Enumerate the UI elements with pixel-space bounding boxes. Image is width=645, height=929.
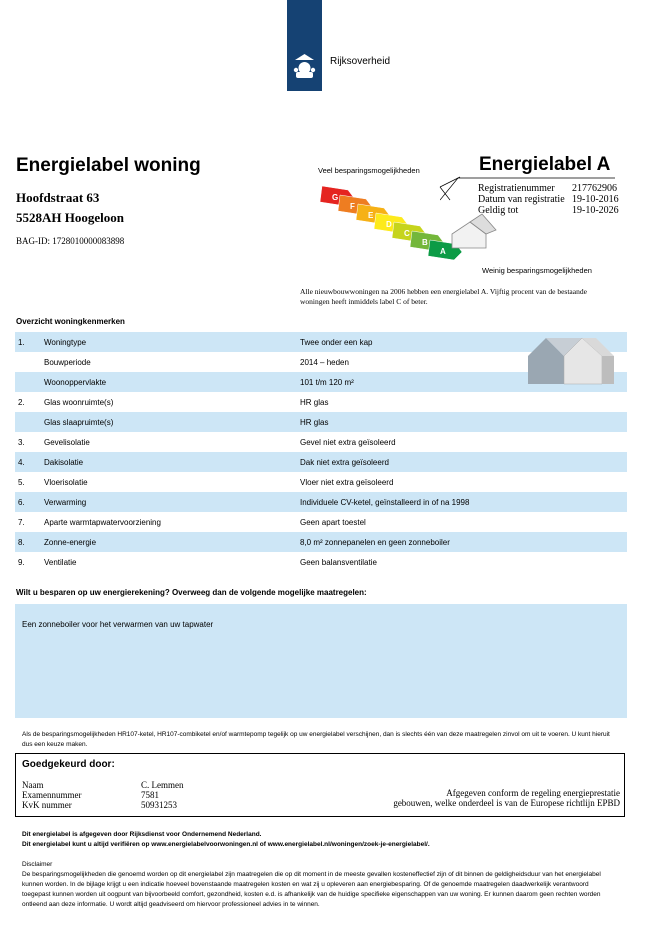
label-class-letter: G [332,193,339,202]
issued-by [22,830,430,850]
row-value: 2014 – heden [300,358,349,367]
row-value: 101 t/m 120 m² [300,378,354,387]
valid-until-value: 19-10-2026 [572,205,619,216]
bag-id: BAG-ID: 1728010000083898 [16,236,125,246]
row-number: 7. [18,518,25,527]
crest-icon [287,0,322,91]
table-row [15,432,627,452]
brand-name: Rijksoverheid [330,56,391,67]
label-class-letter: A [440,247,446,256]
name-label: Naam [22,780,44,790]
few-savings-label: Weinig besparingsmogelijkheden [482,266,592,275]
row-label: Ventilatie [44,558,77,567]
reg-number-value: 217762906 [572,183,617,194]
row-label: Woningtype [44,338,87,347]
row-number: 5. [18,478,25,487]
approved-title: Goedgekeurd door: [22,759,115,770]
row-number: 6. [18,498,25,507]
exam-value: 7581 [141,790,159,800]
label-title: Energielabel A [479,154,611,175]
table-row [15,552,627,572]
row-value: Individuele CV-ketel, geïnstalleerd in of na 1998 [300,498,470,507]
address-street: Hoofdstraat 63 [16,190,100,205]
table-row [15,472,627,492]
valid-until-label: Geldig tot [478,205,519,216]
table-row [15,452,627,472]
logo-bar [287,0,322,91]
table-row [15,392,627,412]
overview-title: Overzicht woningkenmerken [16,317,125,326]
row-number: 9. [18,558,25,567]
row-label: Vloerisolatie [44,478,88,487]
row-value: 8,0 m² zonnepanelen en geen zonneboiler [300,538,450,547]
row-value: Dak niet extra geïsoleerd [300,458,389,467]
advice-measure: Een zonneboiler voor het verwarmen van uw tapwater [22,620,214,629]
kvk-label: KvK nummer [22,800,72,810]
row-number: 2. [18,398,25,407]
name-value: C. Lemmen [141,780,184,790]
row-number: 3. [18,438,25,447]
row-number: 1. [18,338,25,347]
label-note: Alle nieuwbouwwoningen na 2006 hebben een energielabel A. Vijftig procent van de bestaande woningen heeft inmiddels label C of beter. [300,287,587,306]
exam-label: Examennummer [22,790,82,800]
row-value: HR glas [300,418,329,427]
label-class-letter: C [404,229,410,238]
savings-fineprint: Als de besparingsmogelijkheden HR107-ketel, HR107-combiketel en/of warmtepomp tegelijk op uw energielabel verschijnen, dan is slechts één van deze maatregelen zinvol om uit te voeren. U kunt hieruit dus een keuze maken. [22,731,610,748]
label-class-letter: D [386,220,392,229]
row-label: Glas slaapruimte(s) [44,418,114,427]
row-value: Geen apart toestel [300,518,366,527]
row-label: Aparte warmtapwatervoorziening [44,518,161,527]
row-label: Glas woonruimte(s) [44,398,114,407]
disclaimer-text: De besparingsmogelijkheden die genoemd worden op dit energielabel zijn maatregelen die op dit moment in de meeste gevallen kosteneffectief zijn of dit binnen de geldigheidsduur van het energielabel kunnen worden. In de bijlage krijgt u een indicatie hoeveel bovenstaande maatregelen kosten en wat zij u opleveren aan energiebesparing. Of de genoemde maatregelen daadwerkelijk verantwoord toegepast kunnen worden uit oogpunt van bijvoorbeeld comfort, gezondheid, kosten e.d. is afhankelijk van de huidige specifieke eigenschappen van uw woning. Er kunnen daarom geen rechten worden ontleend aan deze informatie. U wordt altijd geadviseerd om hiervoor professioneel advies in te winnen. [22,871,601,908]
disclaimer [22,860,617,910]
row-value: Geen balansventilatie [300,558,377,567]
row-number: 4. [18,458,25,467]
row-value: Vloer niet extra geïsoleerd [300,478,394,487]
issued-line-2: Dit energielabel kunt u altijd verifiëren op www.energielabelvoorwoningen.nl of www.energielabel.nl/woningen/zoek-je-energielabel/. [22,841,430,848]
row-value: HR glas [300,398,329,407]
reg-date-label: Datum van registratie [478,194,565,205]
row-label: Verwarming [44,498,87,507]
table-row [15,512,627,532]
row-label: Dakisolatie [44,458,84,467]
savings-question: Wilt u besparen op uw energierekening? Overweeg dan de volgende mogelijke maatregelen: [16,588,367,597]
table-row [15,492,627,512]
many-savings-label: Veel besparingsmogelijkheden [318,166,420,175]
page-title: Energielabel woning [16,155,201,176]
reg-number-label: Registratienummer [478,183,555,194]
row-label: Gevelisolatie [44,438,90,447]
label-class-letter: F [350,202,355,211]
address-city: 5528AH Hoogeloon [16,210,124,225]
regulation-line-2: gebouwen, welke onderdeel is van de Europese richtlijn EPBD [393,798,620,808]
row-number: 8. [18,538,25,547]
table-row [15,532,627,552]
row-label: Woonoppervlakte [44,378,107,387]
issued-line-1: Dit energielabel is afgegeven door Rijksdienst voor Ondernemend Nederland. [22,831,262,838]
table-row [15,412,627,432]
row-label: Bouwperiode [44,358,91,367]
disclaimer-title: Disclaimer [22,861,53,868]
regulation-line-1: Afgegeven conform de regeling energieprestatie [446,788,620,798]
row-value: Gevel niet extra geïsoleerd [300,438,396,447]
kvk-value: 50931253 [141,800,177,810]
reg-date-value: 19-10-2016 [572,194,619,205]
house-icon [524,334,616,386]
row-value: Twee onder een kap [300,338,373,347]
row-label: Zonne-energie [44,538,97,547]
approved-regulation [300,788,620,808]
label-class-letter: E [368,211,374,220]
label-class-letter: B [422,238,428,247]
